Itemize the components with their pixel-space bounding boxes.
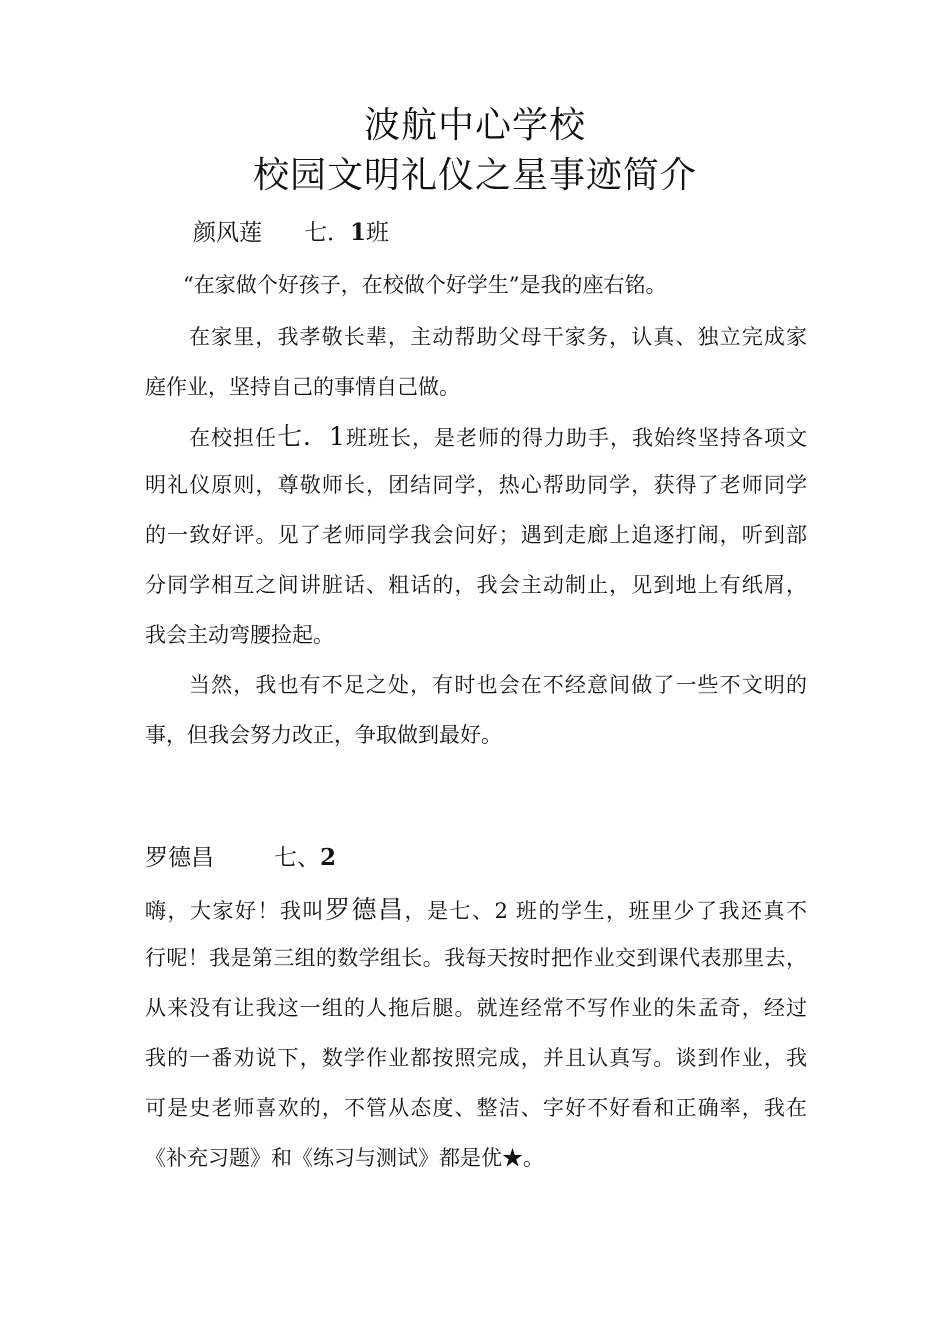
student2-intro-start: 嗨，大家好！我叫 bbox=[145, 899, 325, 923]
student2-line4: 我的一番劝说下，数学作业都按照完成，并且认真写。谈到作业，我 bbox=[145, 1046, 807, 1070]
student1-p1-line2: 庭作业，坚持自己的事情自己做。 bbox=[145, 375, 460, 399]
student2-name: 罗德昌 bbox=[145, 845, 214, 871]
student1-p2-line5: 我会主动弯腰捡起。 bbox=[145, 623, 334, 647]
student1-heading bbox=[193, 218, 389, 248]
student1-name: 颜风莲 bbox=[193, 220, 262, 246]
student2-line5: 可是史老师喜欢的，不管从态度、整洁、字好不好看和正确率，我在 bbox=[145, 1096, 807, 1120]
student2-line6: 《补充习题》和《练习与测试》都是优★。 bbox=[145, 1146, 544, 1170]
student1-motto: “在家做个好孩子，在校做个好学生”是我的座右铭。 bbox=[183, 273, 667, 297]
student2-class-prefix: 七、 bbox=[274, 845, 320, 871]
student1-class-num: 1 bbox=[350, 219, 367, 246]
student2-class-num: 2 bbox=[320, 844, 337, 871]
student1-class-suffix: 班 bbox=[366, 220, 390, 246]
student2-heading bbox=[145, 843, 336, 873]
student1-p2-line4: 分同学相互之间讲脏话、粗话的，我会主动制止，见到地上有纸屑， bbox=[145, 573, 807, 597]
student1-p1-line1: 在家里，我孝敬长辈，主动帮助父母干家务，认真、独立完成家 bbox=[189, 325, 807, 349]
student2-line2: 行呢！我是第三组的数学组长。我每天按时把作业交到课代表那里去， bbox=[145, 946, 807, 970]
student1-class-prefix: 七． bbox=[304, 220, 350, 246]
school-title: 波航中心学校 bbox=[363, 105, 586, 146]
student1-p2-line1 bbox=[189, 422, 807, 453]
student1-p3-line2: 事，但我会努力改正，争取做到最好。 bbox=[145, 723, 502, 747]
student2-intro-name: 罗德昌 bbox=[324, 895, 405, 924]
student1-p2-line3: 的一致好评。见了老师同学我会问好；遇到走廊上追逐打闹，听到部 bbox=[145, 523, 807, 547]
document-title: 校园文明礼仪之星事迹简介 bbox=[252, 155, 697, 196]
student1-p2-line2: 明礼仪原则，尊敬师长，团结同学，热心帮助同学，获得了老师同学 bbox=[145, 473, 807, 497]
student2-line3: 从来没有让我这一组的人拖后腿。就连经常不写作业的朱孟奇，经过 bbox=[145, 996, 807, 1020]
student2-intro-rest: ，是七、2 班的学生，班里少了我还真不 bbox=[404, 899, 807, 923]
student1-p2-start: 在校担任 bbox=[189, 426, 278, 450]
student1-p2-rest: 班班长，是老师的得力助手，我始终坚持各项文 bbox=[344, 426, 808, 450]
student1-p3-line1: 当然，我也有不足之处，有时也会在不经意间做了一些不文明的 bbox=[189, 673, 807, 697]
student1-p2-class: 七．1 bbox=[277, 422, 345, 451]
student2-line1 bbox=[145, 895, 807, 926]
